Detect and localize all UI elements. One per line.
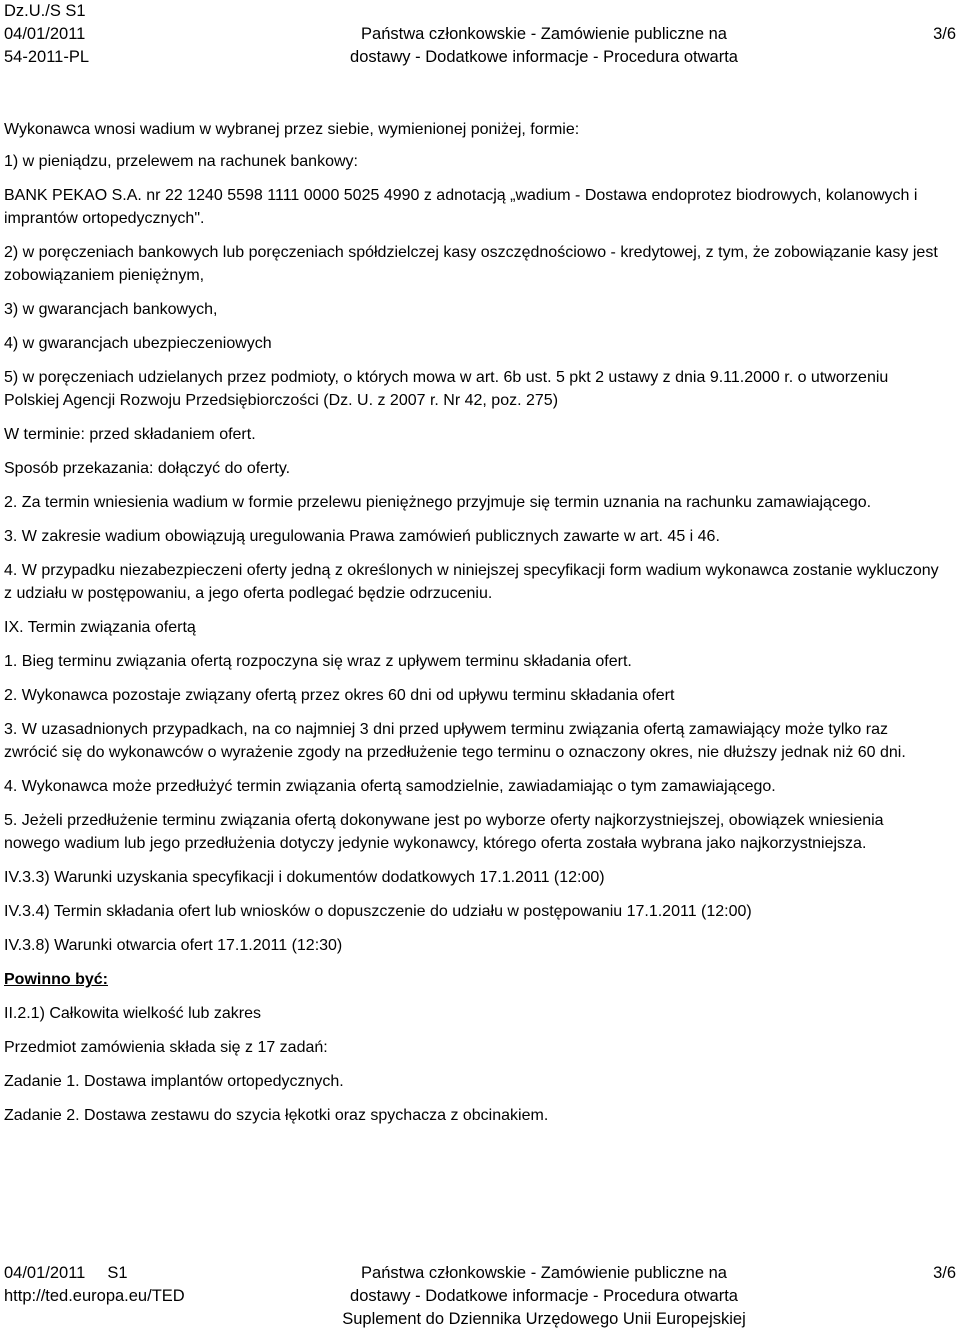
paragraph: 5. Jeżeli przedłużenie terminu związania ofertą dokonywane jest po wyborze oferty najkorzystniejszej, obowiązek wniesienia nowego wadium lub jego przedłużenia dotyczy jedynie wykonawcy, którego oferta została wybrana jako najkorzystniejsza. <box>4 812 884 852</box>
paragraph: 2. Za termin wniesienia wadium w formie przelewu pieniężnego przyjmuje się termin uznania na rachunku zamawiającego. <box>4 494 872 511</box>
paragraph: 2. Wykonawca pozostaje związany ofertą przez okres 60 dni od upływu terminu składania ofert <box>4 687 675 704</box>
footer-title <box>334 1262 754 1331</box>
footer-date: 04/01/2011 <box>4 1264 86 1282</box>
paragraph: BANK PEKAO S.A. nr 22 1240 5598 1111 0000 5025 4990 z adnotacją „wadium - Dostawa endoprotez biodrowych, kolanowych i imprantów ortopedycznych". <box>4 187 918 227</box>
header-ref: 54-2011-PL <box>4 48 90 66</box>
page-header <box>4 0 956 70</box>
paragraph: W terminie: przed składaniem ofert. <box>4 426 256 443</box>
paragraph: Sposób przekazania: dołączyć do oferty. <box>4 460 291 477</box>
paragraph: 3) w gwarancjach bankowych, <box>4 301 218 318</box>
paragraph: II.2.1) Całkowita wielkość lub zakres <box>4 1005 261 1022</box>
header-page-number: 3/6 <box>933 25 956 43</box>
footer-title-line3: Suplement do Dziennika Urzędowego Unii Europejskiej <box>342 1310 746 1328</box>
paragraph: 4) w gwarancjach ubezpieczeniowych <box>4 335 272 352</box>
page-footer <box>4 1262 956 1334</box>
paragraph: 1) w pieniądzu, przelewem na rachunek bankowy: <box>4 153 358 170</box>
footer-url[interactable]: http://ted.europa.eu/TED <box>4 1287 185 1305</box>
footer-series: S1 <box>107 1264 128 1282</box>
header-title-line1: Państwa członkowskie - Zamówienie publiczne na <box>361 25 727 43</box>
heading-should-be: Powinno być: <box>4 971 108 988</box>
paragraph: 1. Bieg terminu związania ofertą rozpoczyna się wraz z upływem terminu składania ofert. <box>4 653 632 670</box>
section-heading: IX. Termin związania ofertą <box>4 619 196 636</box>
paragraph: Zadanie 1. Dostawa implantów ortopedycznych. <box>4 1073 344 1090</box>
paragraph: 5) w poręczeniach udzielanych przez podmioty, o których mowa w art. 6b ust. 5 pkt 2 ustawy z dnia 9.11.2000 r. o utworzeniu Polskiej Agencji Rozwoju Przedsiębiorczości (Dz. U. z 2007 r. Nr 42, poz. 275) <box>4 369 889 409</box>
header-date: 04/01/2011 <box>4 25 86 43</box>
footer-title-line1: Państwa członkowskie - Zamówienie publiczne na <box>361 1264 727 1282</box>
header-left <box>4 0 89 69</box>
header-journal: Dz.U./S S1 <box>4 2 86 20</box>
footer-page-number: 3/6 <box>933 1264 956 1282</box>
paragraph: IV.3.8) Warunki otwarcia ofert 17.1.2011 (12:30) <box>4 937 343 954</box>
footer-title-line2: dostawy - Dodatkowe informacje - Procedura otwarta <box>350 1287 738 1305</box>
document-body <box>4 118 944 1138</box>
paragraph: 4. W przypadku niezabezpieczeni oferty jedną z określonych w niniejszej specyfikacji form wadium wykonawca zostanie wykluczony z udziału w postępowaniu, a jego oferta podlegać będzie odrzuceniu. <box>4 562 939 602</box>
paragraph: IV.3.4) Termin składania ofert lub wniosków o dopuszczenie do udziału w postępowaniu 17.1.2011 (12:00) <box>4 903 752 920</box>
paragraph: Wykonawca wnosi wadium w wybranej przez siebie, wymienionej poniżej, formie: <box>4 121 580 138</box>
paragraph: Przedmiot zamówienia składa się z 17 zadań: <box>4 1039 328 1056</box>
header-title <box>334 23 754 69</box>
footer-date-series <box>4 1262 128 1285</box>
paragraph: IV.3.3) Warunki uzyskania specyfikacji i dokumentów dodatkowych 17.1.2011 (12:00) <box>4 869 605 886</box>
paragraph: Zadanie 2. Dostawa zestawu do szycia łękotki oraz spychacza z obcinakiem. <box>4 1107 549 1124</box>
paragraph: 3. W zakresie wadium obowiązują uregulowania Prawa zamówień publicznych zawarte w art. 45 i 46. <box>4 528 720 545</box>
paragraph: 2) w poręczeniach bankowych lub poręczeniach spółdzielczej kasy oszczędnościowo - kredytowej, z tym, że zobowiązanie kasy jest zobowiązaniem pieniężnym, <box>4 244 938 284</box>
paragraph: 4. Wykonawca może przedłużyć termin związania ofertą samodzielnie, zawiadamiając o tym zamawiającego. <box>4 778 776 795</box>
header-title-line2: dostawy - Dodatkowe informacje - Procedura otwarta <box>350 48 738 66</box>
paragraph: 3. W uzasadnionych przypadkach, na co najmniej 3 dni przed upływem terminu związania ofertą zamawiający może tylko raz zwrócić się do wykonawców o wyrażenie zgody na przedłużenie tego terminu o oznaczony okres, nie dłuższy jednak niż 60 dni. <box>4 721 906 761</box>
